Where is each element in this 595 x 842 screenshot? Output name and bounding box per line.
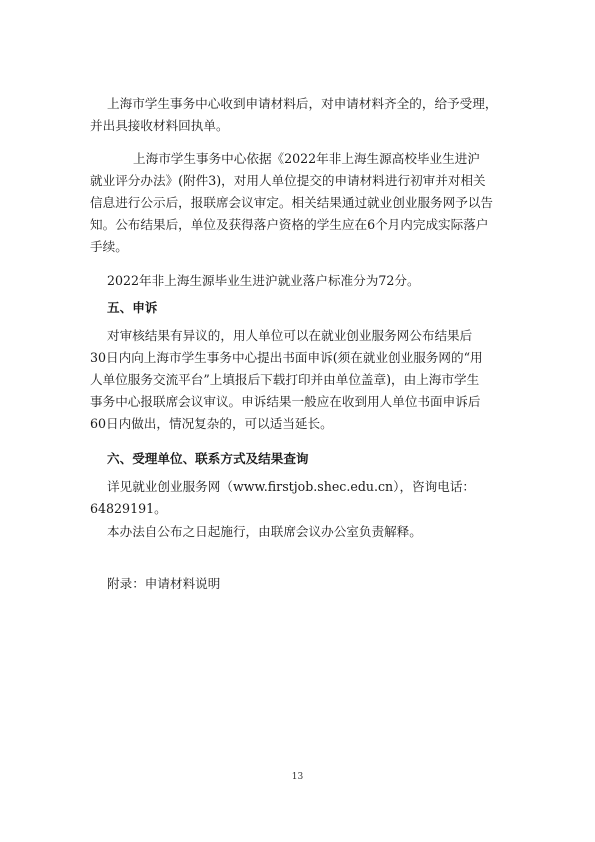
text-line: 本办法自公布之日起施行，由联席会议办公室负责解释。 bbox=[107, 524, 422, 539]
text-line: 人单位服务交流平台”上填报后下载打印并由单位盖章)，由上海市学生 bbox=[90, 372, 480, 387]
text-line: 60日内做出，情况复杂的，可以适当延长。 bbox=[90, 416, 333, 431]
heading-text: 五、申诉 bbox=[107, 300, 158, 315]
paragraph-contact bbox=[90, 476, 515, 520]
paragraph-effective bbox=[90, 521, 515, 543]
page-number: 13 bbox=[291, 772, 304, 782]
text-line: 64829191。 bbox=[90, 501, 167, 516]
text-line: 知。公布结果后，单位及获得落户资格的学生应在6个月内完成实际落户 bbox=[90, 217, 489, 232]
paragraph-appeal bbox=[90, 325, 515, 435]
appendix-note: 附录：申请材料说明 bbox=[107, 576, 221, 591]
text-line: 30日内向上海市学生事务中心提出书面申诉(须在就业创业服务网的“用 bbox=[90, 350, 483, 365]
text-line: 详见就业创业服务网（www.firstjob.shec.edu.cn），咨询电话： bbox=[107, 479, 476, 494]
text-line: 事务中心报联席会议审议。申诉结果一般应在收到用人单位书面申诉后 bbox=[90, 394, 481, 409]
paragraph-standard-score bbox=[90, 270, 515, 292]
text-line: 信息进行公示后，报联席会议审定。相关结果通过就业创业服务网予以告 bbox=[90, 195, 493, 210]
section-heading-appeal bbox=[90, 297, 515, 319]
text-line: 上海市学生事务中心依据《2022年非上海生源高校毕业生进沪 bbox=[133, 151, 480, 166]
paragraph-acceptance bbox=[90, 93, 515, 137]
text-line: 上海市学生事务中心收到申请材料后，对申请材料齐全的，给予受理， bbox=[107, 96, 498, 111]
paragraph-review bbox=[90, 148, 515, 258]
text-line: 手续。 bbox=[90, 239, 128, 254]
section-heading-contact bbox=[90, 448, 515, 470]
heading-text: 六、受理单位、联系方式及结果查询 bbox=[107, 451, 309, 466]
text-line: 对审核结果有异议的，用人单位可以在就业创业服务网公布结果后 bbox=[107, 328, 473, 343]
text-line: 2022年非上海生源毕业生进沪就业落户标准分为72分。 bbox=[107, 273, 420, 288]
text-line: 就业评分办法》(附件3)，对用人单位提交的申请材料进行初审并对相关 bbox=[90, 173, 486, 188]
text-line: 并出具接收材料回执单。 bbox=[90, 118, 229, 133]
